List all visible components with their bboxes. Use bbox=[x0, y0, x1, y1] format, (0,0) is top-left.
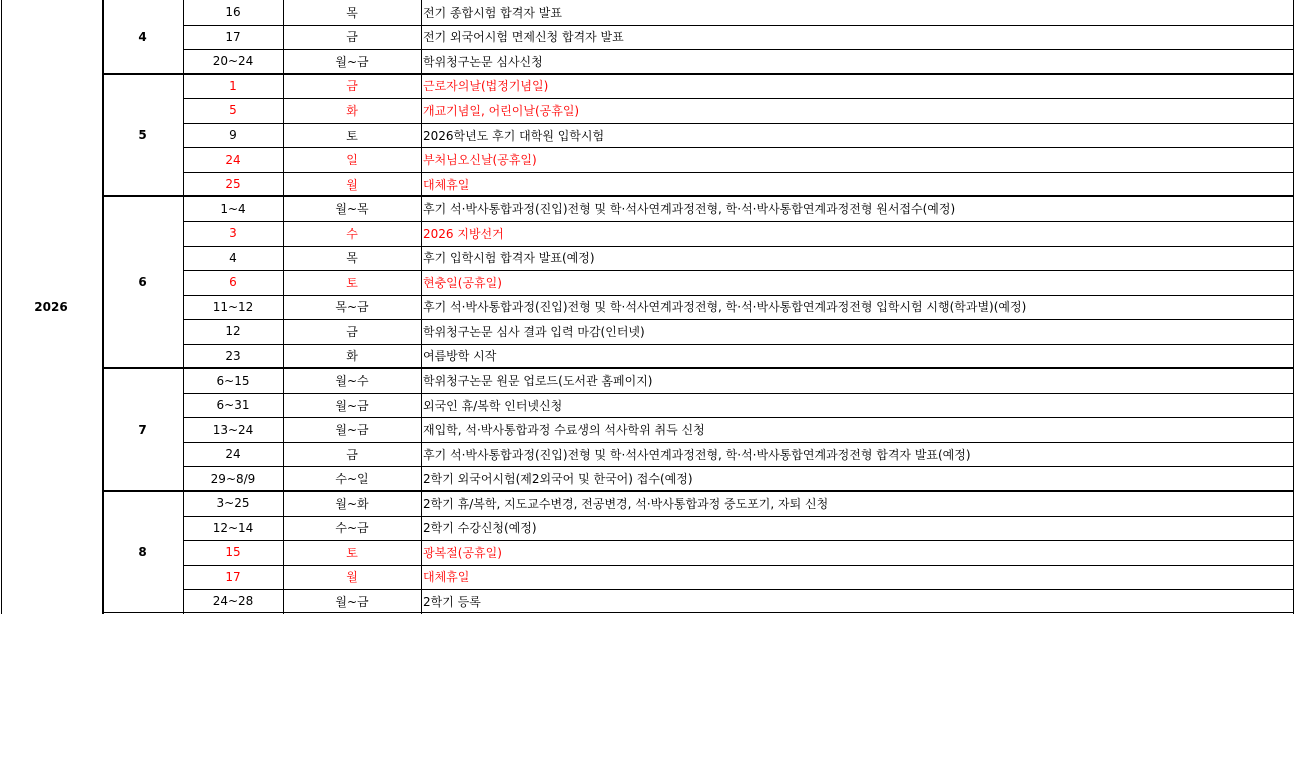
date-cell: 16 bbox=[225, 5, 241, 20]
day-cell: 월~수 bbox=[335, 374, 369, 389]
event-cell: 학위청구논문 심사 결과 입력 마감(인터넷) bbox=[423, 324, 645, 339]
grid-hline bbox=[183, 442, 1293, 443]
day-cell: 화 bbox=[346, 103, 358, 118]
event-cell: 외국인 휴/복학 인터넷신청 bbox=[423, 398, 563, 413]
month-cell: 4 bbox=[138, 29, 147, 44]
event-cell: 대체휴일 bbox=[423, 570, 470, 585]
grid-hline bbox=[102, 490, 1294, 492]
grid-hline bbox=[102, 73, 1294, 75]
grid-hline bbox=[183, 589, 1293, 590]
grid-hline bbox=[183, 98, 1293, 99]
date-cell: 24 bbox=[225, 152, 241, 167]
grid-vline bbox=[183, 0, 184, 614]
date-cell: 20~24 bbox=[212, 54, 254, 69]
event-cell: 2학기 외국어시험(제2외국어 및 한국어) 접수(예정) bbox=[423, 472, 693, 487]
date-cell: 24 bbox=[225, 447, 241, 462]
grid-hline bbox=[183, 147, 1293, 148]
date-cell: 4 bbox=[229, 250, 237, 265]
event-cell: 후기 석·박사통합과정(진입)전형 및 학·석사연계과정전형, 학·석·박사통합연계과정전형 입학시험 시행(학과별)(예정) bbox=[423, 300, 1027, 315]
event-cell: 후기 석·박사통합과정(진입)전형 및 학·석사연계과정전형, 학·석·박사통합연계과정전형 합격자 발표(예정) bbox=[423, 447, 971, 462]
event-cell: 2026 지방선거 bbox=[423, 226, 504, 241]
grid-hline bbox=[183, 516, 1293, 517]
event-cell: 2학기 수강신청(예정) bbox=[423, 521, 537, 536]
event-cell: 재입학, 석·박사통합과정 수료생의 석사학위 취득 신청 bbox=[423, 423, 705, 438]
day-cell: 수 bbox=[346, 226, 358, 241]
grid-vline bbox=[102, 0, 104, 614]
grid-hline bbox=[183, 172, 1293, 173]
grid-vline bbox=[421, 0, 422, 614]
year-cell: 2026 bbox=[34, 299, 68, 314]
date-cell: 5 bbox=[229, 103, 237, 118]
month-cell: 5 bbox=[138, 128, 147, 143]
date-cell: 6 bbox=[229, 275, 237, 290]
date-cell: 3~25 bbox=[216, 496, 250, 511]
day-cell: 목 bbox=[346, 5, 358, 20]
event-cell: 2학기 등록 bbox=[423, 594, 481, 609]
grid-hline bbox=[183, 393, 1293, 394]
day-cell: 월~금 bbox=[335, 594, 369, 609]
event-cell: 현충일(공휴일) bbox=[423, 275, 502, 290]
event-cell: 부처님오신날(공휴일) bbox=[423, 153, 537, 168]
grid-vline bbox=[1, 0, 2, 614]
date-cell: 1~4 bbox=[220, 201, 246, 216]
grid-hline bbox=[183, 221, 1293, 222]
date-cell: 24~28 bbox=[212, 594, 254, 609]
date-cell: 15 bbox=[225, 545, 241, 560]
day-cell: 월~금 bbox=[335, 398, 369, 413]
event-cell: 후기 입학시험 합격자 발표(예정) bbox=[423, 251, 595, 266]
grid-hline bbox=[183, 246, 1293, 247]
event-cell: 전기 종합시험 합격자 발표 bbox=[423, 5, 562, 20]
grid-hline bbox=[102, 367, 1294, 369]
day-cell: 월~목 bbox=[335, 202, 369, 217]
day-cell: 금 bbox=[346, 30, 358, 45]
month-cell: 7 bbox=[138, 422, 147, 437]
grid-hline bbox=[102, 612, 1294, 613]
day-cell: 월~금 bbox=[335, 54, 369, 69]
event-cell: 전기 외국어시험 면제신청 합격자 발표 bbox=[423, 30, 624, 45]
grid-hline bbox=[183, 270, 1293, 271]
grid-hline bbox=[183, 319, 1293, 320]
event-cell: 근로자의날(법정기념일) bbox=[423, 79, 549, 94]
grid-hline bbox=[183, 466, 1293, 467]
day-cell: 일 bbox=[346, 153, 358, 168]
event-cell: 여름방학 시작 bbox=[423, 349, 497, 364]
month-cell: 8 bbox=[138, 545, 147, 560]
grid-hline bbox=[183, 295, 1293, 296]
grid-vline bbox=[1293, 0, 1294, 614]
date-cell: 11~12 bbox=[212, 299, 254, 314]
grid-hline bbox=[102, 195, 1294, 197]
date-cell: 6~15 bbox=[216, 373, 250, 388]
grid-hline bbox=[183, 565, 1293, 566]
date-cell: 25 bbox=[225, 177, 241, 192]
date-cell: 12 bbox=[225, 324, 241, 339]
event-cell: 개교기념일, 어린이날(공휴일) bbox=[423, 103, 580, 118]
day-cell: 월~화 bbox=[335, 496, 369, 511]
date-cell: 9 bbox=[229, 128, 237, 143]
event-cell: 광복절(공휴일) bbox=[423, 545, 502, 560]
day-cell: 수~일 bbox=[335, 472, 369, 487]
day-cell: 토 bbox=[346, 275, 358, 290]
day-cell: 수~금 bbox=[335, 521, 369, 536]
grid-hline bbox=[183, 417, 1293, 418]
date-cell: 13~24 bbox=[212, 422, 254, 437]
event-cell: 학위청구논문 심사신청 bbox=[423, 54, 543, 69]
date-cell: 17 bbox=[225, 569, 241, 584]
day-cell: 토 bbox=[346, 128, 358, 143]
date-cell: 12~14 bbox=[212, 520, 254, 535]
grid-hline bbox=[183, 344, 1293, 345]
date-cell: 6~31 bbox=[216, 398, 250, 413]
day-cell: 월 bbox=[346, 570, 358, 585]
grid-hline bbox=[183, 49, 1293, 50]
day-cell: 금 bbox=[346, 447, 358, 462]
grid-hline bbox=[183, 123, 1293, 124]
day-cell: 목~금 bbox=[335, 300, 369, 315]
event-cell: 2학기 휴/복학, 지도교수변경, 전공변경, 석·박사통합과정 중도포기, 자퇴 신청 bbox=[423, 496, 829, 511]
event-cell: 후기 석·박사통합과정(진입)전형 및 학·석사연계과정전형, 학·석·박사통합연계과정전형 원서접수(예정) bbox=[423, 202, 956, 217]
date-cell: 29~8/9 bbox=[210, 471, 256, 486]
date-cell: 1 bbox=[229, 78, 237, 93]
date-cell: 17 bbox=[225, 29, 241, 44]
event-cell: 대체휴일 bbox=[423, 177, 470, 192]
event-cell: 2026학년도 후기 대학원 입학시험 bbox=[423, 128, 605, 143]
month-cell: 6 bbox=[138, 275, 147, 290]
day-cell: 월 bbox=[346, 177, 358, 192]
date-cell: 23 bbox=[225, 348, 241, 363]
day-cell: 금 bbox=[346, 324, 358, 339]
day-cell: 화 bbox=[346, 349, 358, 364]
event-cell: 학위청구논문 원문 업로드(도서관 홈페이지) bbox=[423, 374, 653, 389]
day-cell: 금 bbox=[346, 79, 358, 94]
day-cell: 목 bbox=[346, 251, 358, 266]
day-cell: 월~금 bbox=[335, 423, 369, 438]
date-cell: 3 bbox=[229, 226, 237, 241]
grid-hline bbox=[183, 540, 1293, 541]
day-cell: 토 bbox=[346, 545, 358, 560]
grid-vline bbox=[283, 0, 284, 614]
grid-hline bbox=[183, 25, 1293, 26]
